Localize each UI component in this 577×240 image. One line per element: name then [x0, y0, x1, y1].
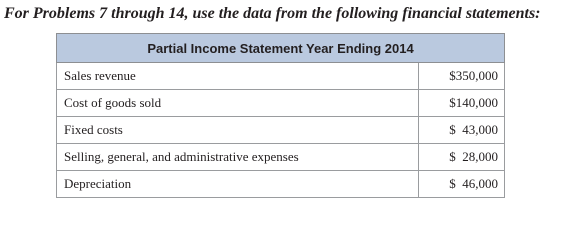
row-value: $140,000 [419, 90, 505, 117]
table-row-cost-of-goods-sold [57, 90, 505, 117]
income-statement-table [56, 33, 505, 198]
row-label: Depreciation [57, 171, 419, 198]
row-value: $ 43,000 [419, 117, 505, 144]
table-row-sales-revenue [57, 63, 505, 90]
problem-instructions: For Problems 7 through 14, use the data from the following financial statements: [4, 5, 541, 22]
table-row-sga-expenses [57, 144, 505, 171]
row-label: Fixed costs [57, 117, 419, 144]
table-row-fixed-costs [57, 117, 505, 144]
row-value: $ 46,000 [419, 171, 505, 198]
row-value: $ 28,000 [419, 144, 505, 171]
row-label: Selling, general, and administrative expenses [57, 144, 419, 171]
row-label: Sales revenue [57, 63, 419, 90]
table-title-row [57, 34, 505, 63]
row-label: Cost of goods sold [57, 90, 419, 117]
row-value: $350,000 [419, 63, 505, 90]
table-title: Partial Income Statement Year Ending 2014 [57, 34, 505, 63]
table-row-depreciation [57, 171, 505, 198]
